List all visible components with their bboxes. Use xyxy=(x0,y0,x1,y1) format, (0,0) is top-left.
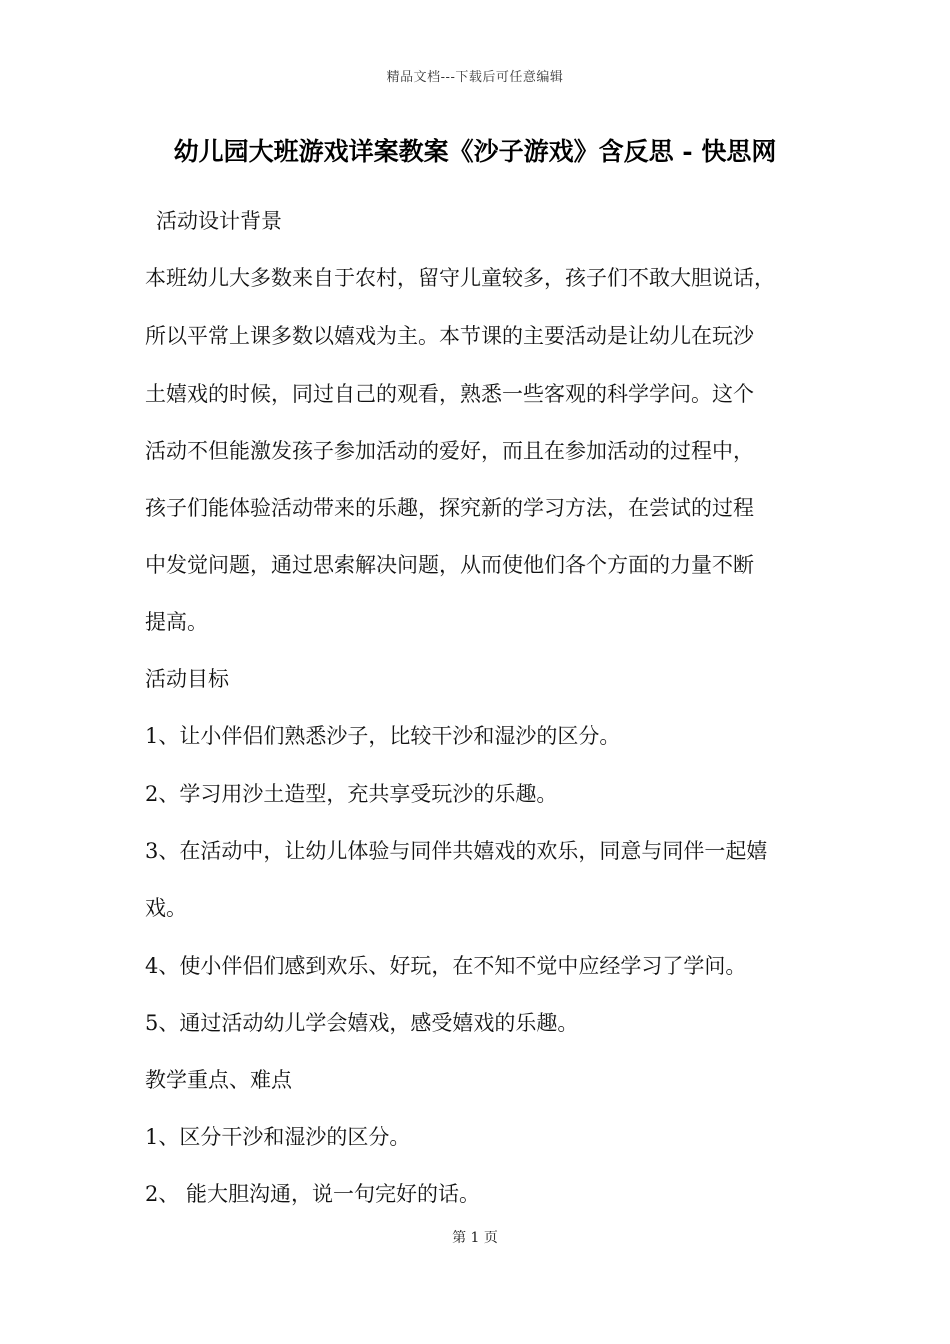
key-points-heading: 教学重点、难点 xyxy=(145,1068,292,1092)
goal-item: 4、使小伴侣们感到欢乐、好玩，在不知不觉中应经学习了学问。 xyxy=(145,954,747,978)
goal-item: 3、在活动中，让幼儿体验与同伴共嬉戏的欢乐，同意与同伴一起嬉 xyxy=(145,839,768,863)
page-number: 第 1 页 xyxy=(452,1230,498,1246)
paragraph-line: 本班幼儿大多数来自于农村，留守儿童较多，孩子们不敢大胆说话， xyxy=(145,266,775,290)
paragraph-line: 提高。 xyxy=(145,610,208,634)
key-point-item: 1、区分干沙和湿沙的区分。 xyxy=(145,1125,411,1149)
paragraph-line: 活动不但能激发孩子参加活动的爱好，而且在参加活动的过程中， xyxy=(145,439,754,463)
document-title: 幼儿园大班游戏详案教案《沙子游戏》含反思 - 快思网 xyxy=(173,137,777,166)
design-background-heading: 活动设计背景 xyxy=(156,209,282,233)
key-point-item: 2、 能大胆沟通，说一句完好的话。 xyxy=(145,1182,481,1206)
goals-heading: 活动目标 xyxy=(145,667,229,691)
paragraph-line: 土嬉戏的时候，同过自己的观看，熟悉一些客观的科学学问。这个 xyxy=(145,382,754,406)
goal-item: 2、学习用沙土造型，充共享受玩沙的乐趣。 xyxy=(145,782,558,806)
goal-item: 戏。 xyxy=(145,896,187,920)
paragraph-line: 中发觉问题，通过思索解决问题，从而使他们各个方面的力量不断 xyxy=(145,553,754,577)
goal-item: 5、通过活动幼儿学会嬉戏，感受嬉戏的乐趣。 xyxy=(145,1011,579,1035)
paragraph-line: 孩子们能体验活动带来的乐趣，探究新的学习方法，在尝试的过程 xyxy=(145,496,754,520)
header-note: 精品文档---下载后可任意编辑 xyxy=(386,70,564,85)
paragraph-line: 所以平常上课多数以嬉戏为主。本节课的主要活动是让幼儿在玩沙 xyxy=(145,324,754,348)
goal-item: 1、让小伴侣们熟悉沙子，比较干沙和湿沙的区分。 xyxy=(145,724,621,748)
